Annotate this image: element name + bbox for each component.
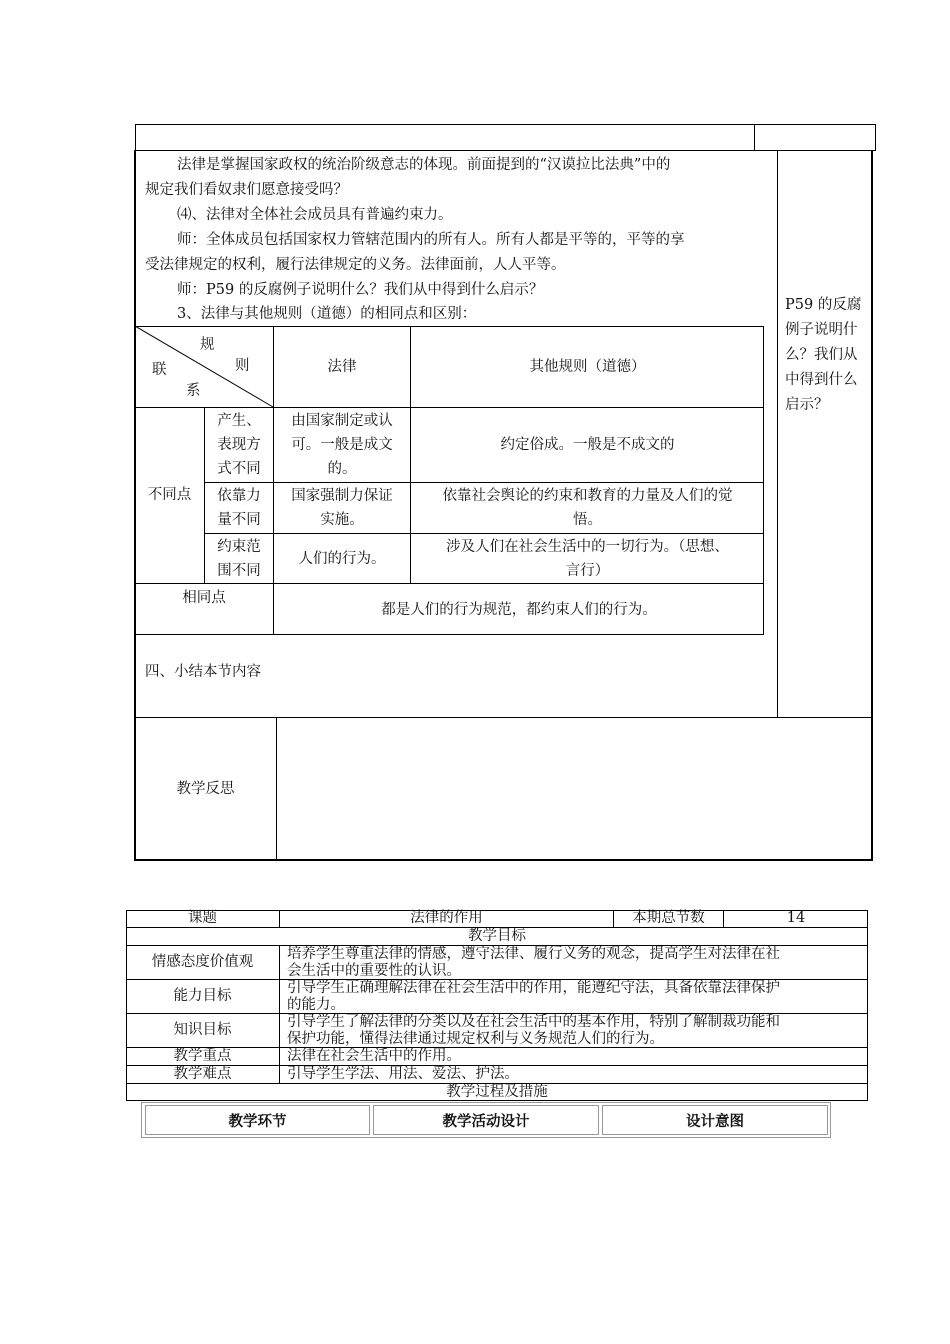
goal-label: 知识目标 — [173, 1022, 232, 1038]
side-note-line: 启示？ — [785, 397, 829, 413]
process-col-intent: 设计意图 — [602, 1105, 828, 1135]
goal-text — [287, 946, 865, 980]
goal-line: 的能力。 — [287, 997, 345, 1013]
side-note-line: 例子说明什 — [785, 322, 858, 338]
aspect-line: 表现方 — [217, 437, 261, 453]
total-lessons-value: 14 — [786, 910, 806, 926]
other-cell — [411, 483, 764, 533]
law-line: 人们的行为。 — [298, 550, 386, 567]
aspect-line: 式不同 — [217, 461, 261, 477]
other-cell — [411, 408, 764, 482]
goal-line: 会生活中的重要性的认识。 — [287, 963, 461, 979]
paragraph-1: 法律是掌握国家政权的统治阶级意志的体现。前面提到的“汉谟拉比法典”中的 — [177, 157, 671, 173]
aspect-line: 围不同 — [217, 562, 261, 579]
goal-line: 引导学生正确理解法律在社会生活中的作用，能遵纪守法，具备依靠法律保护 — [287, 980, 780, 996]
process-title: 教学过程及措施 — [446, 1084, 548, 1100]
paragraph-3: ⑷、法律对全体社会成员具有普遍约束力。 — [177, 207, 453, 223]
goal-line: 培养学生尊重法律的情感，遵守法律、履行义务的观念，提高学生对法律在社 — [287, 946, 780, 962]
paragraph-6: 师：P59 的反腐例子说明什么？我们从中得到什么启示？ — [177, 282, 544, 298]
other-line: 涉及人们在社会生活中的一切行为。（思想、 — [446, 538, 729, 555]
aspect-line: 约束范 — [217, 538, 261, 555]
paragraph-4: 师：全体成员包括国家权力管辖范围内的所有人。所有人都是平等的，平等的享 — [177, 232, 685, 248]
paragraph-7: 3、法律与其他规则（道德）的相同点和区别： — [177, 306, 477, 322]
reflection-label: 教学反思 — [176, 781, 235, 797]
paragraph-5: 受法律规定的权利，履行法律规定的义务。法律面前，人人平等。 — [145, 257, 566, 273]
goal-line: 引导学生了解法律的分类以及在社会生活中的基本作用，特别了解制裁功能和 — [287, 1014, 780, 1030]
side-note-line: 么？我们从 — [785, 347, 858, 363]
other-line: 约定俗成。一般是不成文的 — [500, 437, 675, 453]
diff-label: 不同点 — [147, 487, 192, 503]
key-point-label: 教学重点 — [173, 1048, 232, 1064]
goal-line: 法律在社会生活中的作用。 — [287, 1048, 461, 1064]
header-rule-char2: 则 — [235, 358, 250, 374]
other-line: 悟。 — [573, 512, 602, 528]
aspect-line: 量不同 — [217, 512, 261, 528]
goals-title: 教学目标 — [468, 928, 526, 944]
process-col-activity: 教学活动设计 — [373, 1105, 599, 1135]
side-note — [785, 293, 875, 418]
top-strip-divider — [754, 124, 755, 151]
header-link-char: 联 — [152, 362, 167, 378]
same-label: 相同点 — [182, 590, 226, 606]
aspect-line: 依靠力 — [217, 488, 261, 504]
other-line: 言行） — [565, 562, 610, 579]
aspect-cell — [205, 534, 273, 583]
key-point-text — [287, 1048, 865, 1065]
lp-v-label — [279, 945, 280, 1083]
topic-value: 法律的作用 — [410, 910, 483, 926]
summary-heading: 四、小结本节内容 — [145, 664, 261, 680]
law-line: 可。一般是成文 — [291, 437, 393, 453]
law-line: 实施。 — [320, 512, 364, 528]
header-link-char2: 系 — [186, 383, 201, 399]
aspect-line: 产生、 — [217, 413, 261, 429]
difficulty-label: 教学难点 — [173, 1066, 232, 1082]
law-line: 由国家制定或认 — [291, 413, 393, 429]
aspect-cell — [205, 483, 273, 533]
upper-table-top-strip — [135, 124, 876, 151]
col-other-header: 其他规则（道德） — [529, 358, 646, 375]
goal-text — [287, 980, 865, 1014]
side-note-line: P59 的反腐 — [785, 297, 862, 313]
aspect-cell — [205, 408, 273, 482]
header-rule-char: 规 — [200, 337, 215, 353]
other-line: 依靠社会舆论的约束和教育的力量及人们的觉 — [442, 488, 733, 504]
law-cell — [274, 534, 410, 583]
goal-line: 保护功能，懂得法律通过规定权利与义务规范人们的行为。 — [287, 1031, 664, 1047]
goal-text — [287, 1014, 865, 1048]
total-lessons-label: 本期总节数 — [632, 910, 705, 926]
upper-side-divider — [777, 150, 778, 718]
topic-label: 课题 — [188, 910, 217, 926]
law-cell — [274, 483, 410, 533]
law-line: 国家强制力保证 — [291, 488, 393, 504]
goal-label: 情感态度价值观 — [151, 954, 254, 970]
goal-line: 引导学生学法、用法、爱法、护法。 — [287, 1066, 519, 1082]
upper-reflection-divider-v — [276, 717, 277, 861]
same-text: 都是人们的行为规范，都约束人们的行为。 — [381, 601, 657, 618]
law-cell — [274, 408, 410, 482]
side-note-line: 中得到什么 — [785, 372, 858, 388]
goal-label: 能力目标 — [173, 988, 232, 1004]
col-law-header: 法律 — [327, 358, 357, 375]
paragraph-2: 规定我们看奴隶们愿意接受吗？ — [145, 182, 348, 198]
law-line: 的。 — [327, 461, 357, 477]
difficulty-text — [287, 1066, 865, 1083]
other-cell — [411, 534, 764, 583]
process-col-stage: 教学环节 — [145, 1105, 370, 1135]
